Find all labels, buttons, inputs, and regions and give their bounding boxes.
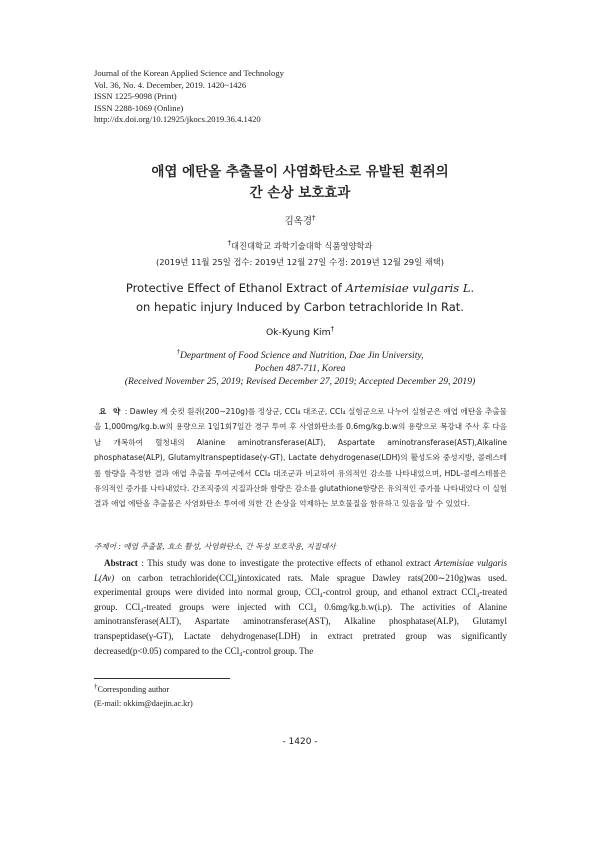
page-number: - 1420 - [282,737,318,747]
abstract-korean [94,404,507,512]
abstract-korean-text: : Dawley 계 숫컷 흰쥐(200∼210g)를 정상군, CCl₄ 대조군, CCl₄ 실험군으로 나누어 실험군은 애엽 에탄올 추출물을 1,000mg/kg.b.w의 용량으로 1일1회7일간 경구 투여 후 사염화탄소를 0.6mg/kg.b.w의 용량으로 복강내 주사 후 다음날 개복하여 혈청내의 Alanine aminotransferase(ALT), Aspartate aminotransferase(AST),Alkaline phosphatase(ALP), Glutamyltranspeptidase(γ-GT), Lactate dehydrogenase(LDH)의 활성도와 중성지방, 콜레스테롤 함량을 측정한 결과 애엽 추출물 투여군에서 CCl₄ 대조군과 비교하여 유의적인 감소를 나타내었으며, HDL-콜레스테롤은 유의적인 증가를 나타내었다. 간조직중의 지질과산화 함량은 감소를 glutathione함량은 유의적인 증가를 나타내었다 이 실험 결과 애엽 에탄올 추출물은 사염화탄소 투여에 의한 간 손상을 억제하는 보호물질을 함유하고 있음을 알 수 있었다. [94,407,507,509]
keywords-korean: 주제어 : 애엽 추출물, 효소 활성, 사염화탄소, 간 독성 보호작용, 지질대사 [94,542,336,551]
footnote-email[interactable]: (E-mail: okkim@daejin.ac.kr) [94,699,193,708]
author-korean-name: 김옥경 [284,216,313,227]
dates-english: (Received November 25, 2019; Revised December 27, 2019; Accepted December 29, 2019) [124,376,476,387]
footnote-mark: † [94,682,98,691]
affiliation-mark: † [227,239,231,248]
affiliation-english [0,349,600,388]
abstract-english-text1: : This study was done to investigate the protective effects of ethanol extract [137,558,435,568]
title-english-line2: on hepatic injury Induced by Carbon tetrachloride In Rat. [136,300,464,314]
corresponding-mark-en: † [330,324,335,333]
affiliation-korean-dept: 대진대학교 과학기술대학 식품영양학과 [230,241,373,251]
title-korean-line2: 간 손상 보호효과 [249,185,351,201]
journal-name: Journal of the Korean Applied Science and Technology [94,68,284,78]
corresponding-mark: † [312,213,316,222]
title-korean [0,162,600,204]
journal-volume: Vol. 36, No. 4. December, 2019. 1420~1426 [94,79,247,90]
dates-korean: (2019년 11월 25일 접수: 2019년 12월 27일 수정: 2019년 12월 29일 채택) [156,257,444,267]
journal-header [94,68,284,126]
title-english [0,279,600,317]
footnote-divider [94,678,230,679]
footnote [94,683,193,711]
affiliation-english-dept: Department of Food Science and Nutrition, Dae Jin University, [179,350,424,361]
affiliation-english-address: Pochen 487-711, Korea [254,363,346,374]
title-english-part1: Protective Effect of Ethanol Extract of [125,281,346,295]
doi-link[interactable]: http://dx.doi.org/10.12925/jkocs.2019.36.4.1420 [94,114,261,125]
title-english-species: Artemisiae vulgaris L. [345,281,475,295]
author-english [0,324,600,338]
issn-print: ISSN 1225-9098 (Print) [94,91,177,102]
affiliation-korean [0,238,600,270]
abstract-english-text2: on carbon tetrachloride(CCl₄)intoxicated rats. Male sprague Dawley rats(200∼210g)was used. experimental groups were divided into normal group, CCl₄-control group, and ethanol extract CCl₄-treated group. CCl₄-treated groups were injected with CCl₄ 0.6mg/kg.b.w(i.p). The activities of Alanine aminotransferase(ALT), Aspartate aminotransferase(AST), Alkaline phosphatase(ALP), Glutamyl transpeptidase(γ-GT), Lactate dehydrogenase(LDH) in extract pretrated group was significantly decreased(p<0.05) compared to the CCl₄-control group. The [94,572,507,656]
abstract-english-species: Artemisiae vulgaris L(Av) [94,558,507,583]
author-english-name: Ok-Kyung Kim [265,327,331,338]
title-korean-line1: 애엽 에탄올 추출물이 사염화탄소로 유발된 흰쥐의 [151,164,449,180]
abstract-korean-label: 요 약 [98,407,123,416]
footnote-label: Corresponding author [97,685,170,694]
issn-online: ISSN 2288-1069 (Online) [94,102,184,113]
abstract-english [94,556,507,658]
abstract-english-label: Abstract [104,558,138,568]
author-korean [0,213,600,227]
affiliation-mark-en: † [176,347,180,356]
